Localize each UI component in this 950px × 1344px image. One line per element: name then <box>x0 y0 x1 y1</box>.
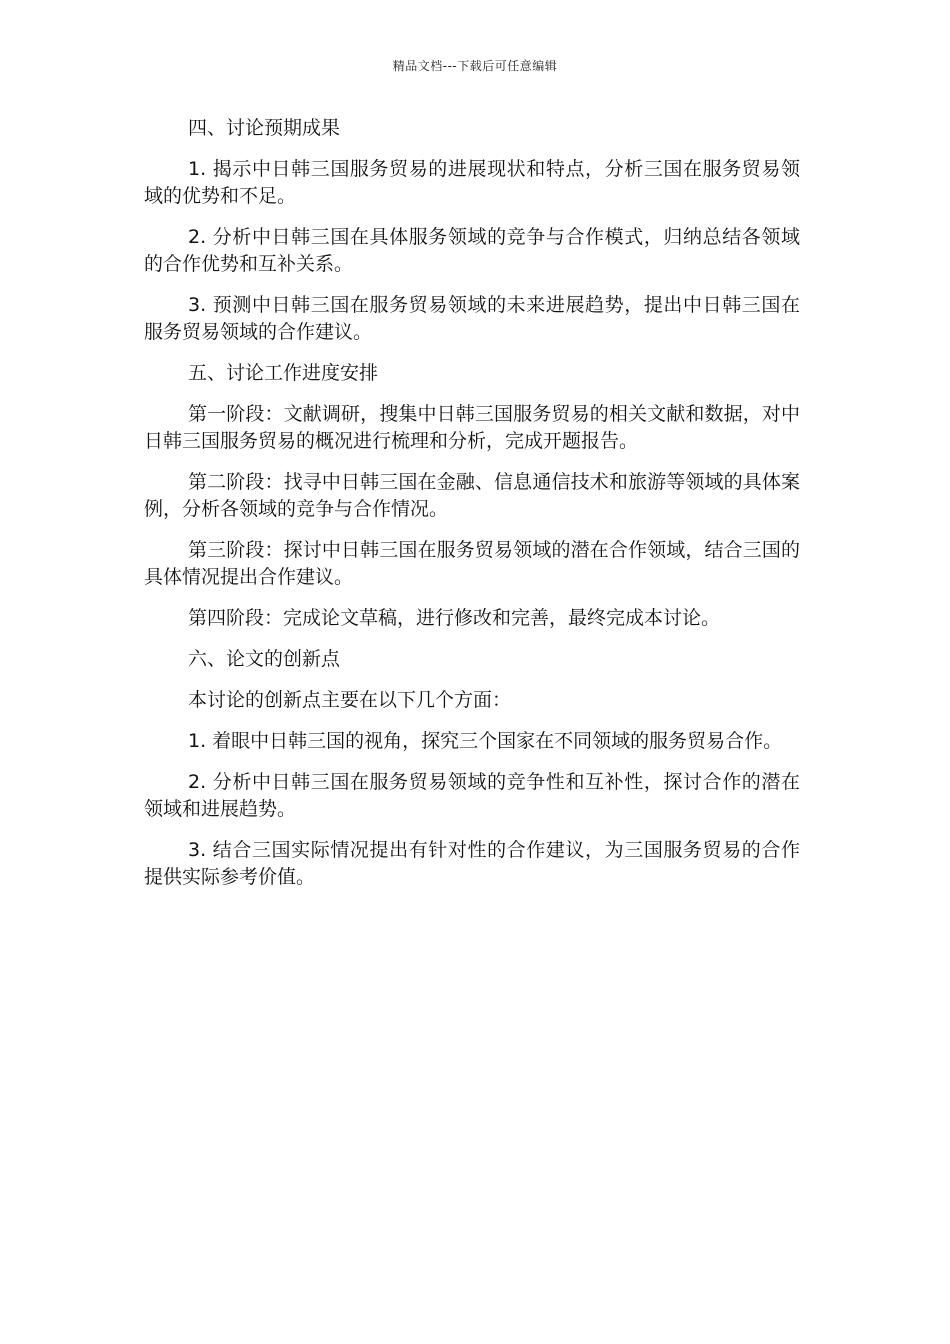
paragraph-innovation-intro: 本讨论的创新点主要在以下几个方面： <box>188 689 512 711</box>
paragraph-result-1: 1. 揭示中日韩三国服务贸易的进展现状和特点，分析三国在服务贸易领域的优势和不足。 <box>144 158 800 207</box>
paragraph-stage-1: 第一阶段：文献调研，搜集中日韩三国服务贸易的相关文献和数据，对中日韩三国服务贸易的概况进行梳理和分析，完成开题报告。 <box>144 403 800 452</box>
paragraph-innovation-3: 3. 结合三国实际情况提出有针对性的合作建议，为三国服务贸易的合作提供实际参考价值。 <box>144 839 800 888</box>
section-heading-innovations: 六、论文的创新点 <box>188 648 341 670</box>
paragraph-stage-2: 第二阶段：找寻中日韩三国在金融、信息通信技术和旅游等领域的具体案例，分析各领域的竞争与合作情况。 <box>144 471 800 520</box>
paragraph-innovation-1: 1. 着眼中日韩三国的视角，探究三个国家在不同领域的服务贸易合作。 <box>188 730 783 752</box>
paragraph-innovation-2: 2. 分析中日韩三国在服务贸易领域的竞争性和互补性，探讨合作的潜在领域和进展趋势。 <box>144 771 800 820</box>
page-header: 精品文档---下载后可任意编辑 <box>392 59 558 73</box>
paragraph-stage-3: 第三阶段：探讨中日韩三国在服务贸易领域的潜在合作领域，结合三国的具体情况提出合作建议。 <box>144 539 800 588</box>
paragraph-result-3: 3. 预测中日韩三国在服务贸易领域的未来进展趋势，提出中日韩三国在服务贸易领域的合作建议。 <box>144 294 800 343</box>
paragraph-stage-4: 第四阶段：完成论文草稿，进行修改和完善，最终完成本讨论。 <box>188 607 721 629</box>
document-body <box>144 115 800 905</box>
section-heading-expected-results: 四、讨论预期成果 <box>188 117 341 139</box>
paragraph-result-2: 2. 分析中日韩三国在具体服务领域的竞争与合作模式，归纳总结各领域的合作优势和互补关系。 <box>144 226 800 275</box>
section-heading-schedule: 五、讨论工作进度安排 <box>188 362 379 384</box>
